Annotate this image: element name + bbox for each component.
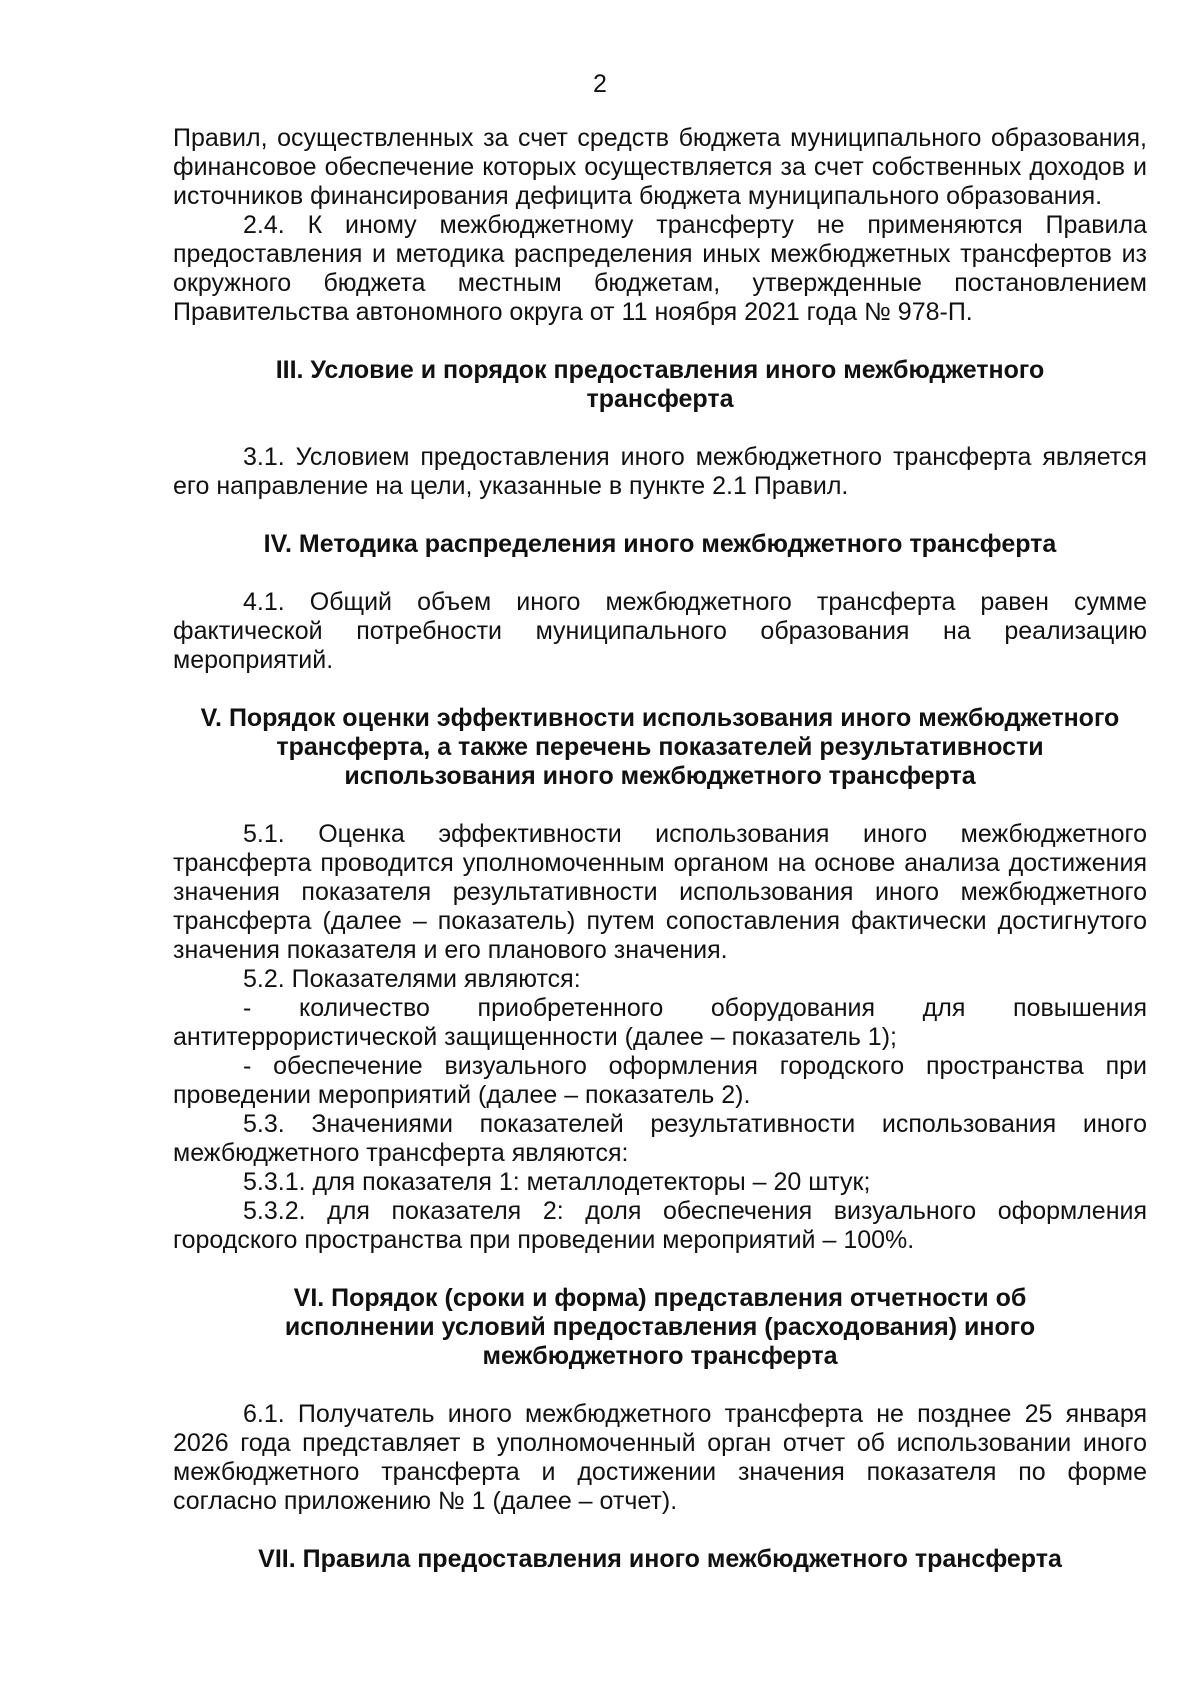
paragraph-continuation: Правил, осуществленных за счет средств бюджета муниципального образования, финансовое обеспечение которых осуществляется за счет собственных доходов и источников финансирования дефицита бюджета муниципального образования. [173,124,1147,210]
paragraph-5-3: 5.3. Значениями показателей результативности использования иного межбюджетного трансферта являются: [173,1110,1147,1167]
paragraph-5-3-1: 5.3.1. для показателя 1: металлодетекторы – 20 штук; [243,1168,871,1196]
section-6-heading: VI. Порядок (сроки и форма) представления отчетности об исполнении условий предоставления (расходования) иного межбюджетного трансферта [284,1284,1036,1370]
section-4-heading: IV. Методика распределения иного межбюджетного трансферта [263,530,1057,558]
section-5-heading: V. Порядок оценки эффективности использования иного межбюджетного трансферта, а также перечень показателей результативности использования иного межбюджетного трансферта [200,704,1120,790]
paragraph-5-1: 5.1. Оценка эффективности использования иного межбюджетного трансферта проводится уполномоченным органом на основе анализа достижения значения показателя результативности использования иного межбюджетного трансферта (далее – показатель) путем сопоставления фактически достигнутого значения показателя и его планового значения. [173,820,1147,964]
list-item-indicator-1: - количество приобретенного оборудования для повышения антитеррористической защищенности (далее – показатель 1); [173,994,1147,1051]
list-item-indicator-2: - обеспечение визуального оформления городского пространства при проведении мероприятий (далее – показатель 2). [173,1052,1147,1109]
page-number: 2 [593,70,607,98]
paragraph-4-1: 4.1. Общий объем иного межбюджетного трансферта равен сумме фактической потребности муниципального образования на реализацию мероприятий. [173,588,1147,674]
paragraph-5-3-2: 5.3.2. для показателя 2: доля обеспечения визуального оформления городского пространства при проведении мероприятий – 100%. [173,1197,1147,1254]
paragraph-3-1: 3.1. Условием предоставления иного межбюджетного трансферта является его направление на цели, указанные в пункте 2.1 Правил. [173,443,1147,500]
document-body [173,124,1147,1574]
paragraph-5-2: 5.2. Показателями являются: [243,965,581,993]
paragraph-6-1: 6.1. Получатель иного межбюджетного трансферта не позднее 25 января 2026 года представляет в уполномоченный орган отчет об использовании иного межбюджетного трансферта и достижении значения показателя по форме согласно приложению № 1 (далее – отчет). [173,1400,1147,1515]
section-7-heading: VII. Правила предоставления иного межбюджетного трансферта [258,1545,1062,1573]
section-3-heading: III. Условие и порядок предоставления иного межбюджетного трансферта [275,356,1045,413]
paragraph-2-4: 2.4. К иному межбюджетному трансферту не применяются Правила предоставления и методика распределения иных межбюджетных трансфертов из окружного бюджета местным бюджетам, утвержденные постановлением Правительства автономного округа от 11 ноября 2021 года № 978-П. [173,211,1147,326]
